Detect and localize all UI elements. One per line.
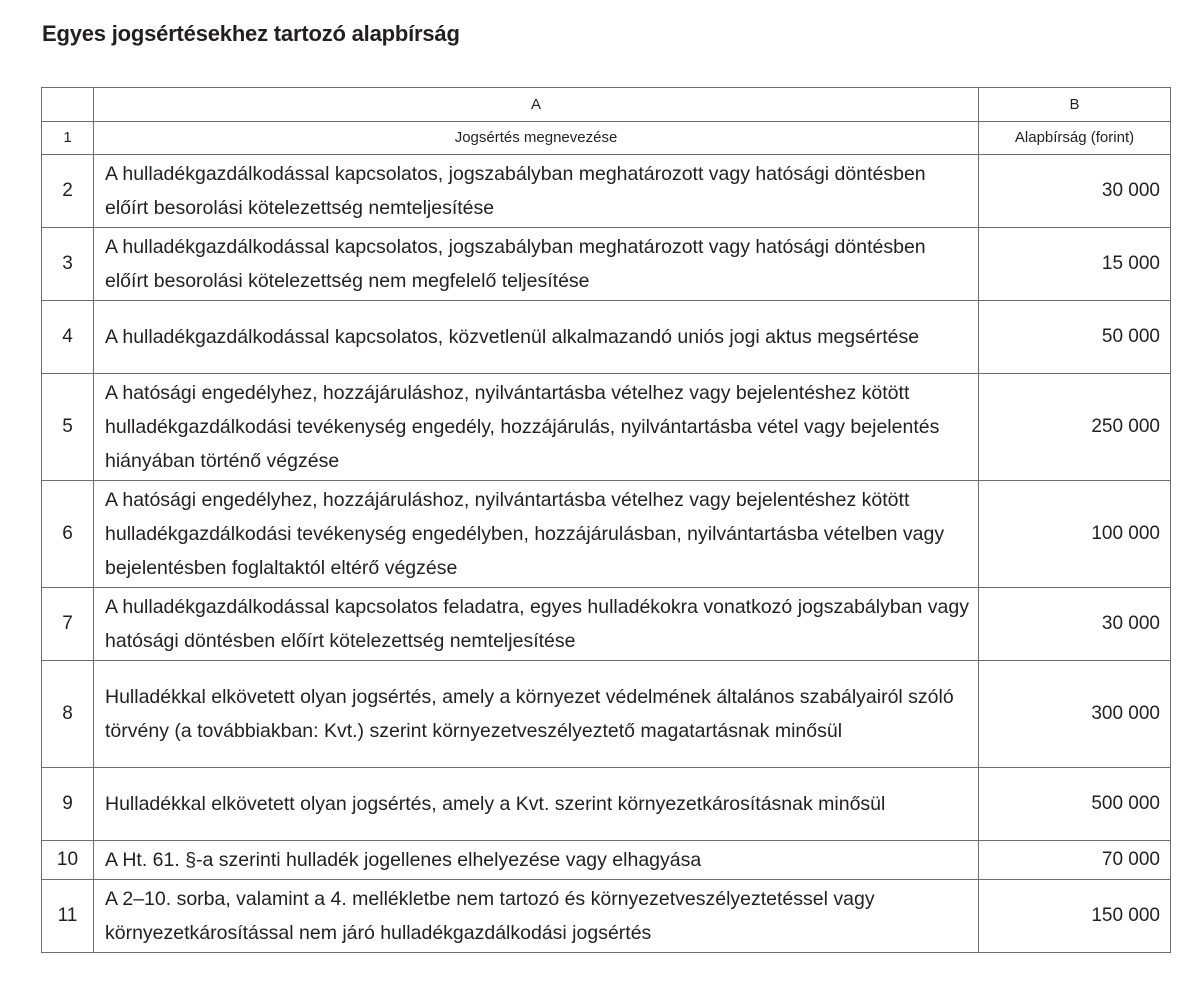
row-number: 4 bbox=[42, 301, 94, 374]
table-row bbox=[42, 768, 1171, 841]
table-row bbox=[42, 228, 1171, 301]
row-number: 8 bbox=[42, 661, 94, 768]
column-letter-b: B bbox=[979, 88, 1171, 122]
violation-description: A hulladékgazdálkodással kapcsolatos feladatra, egyes hulladékokra vonatkozó jogszabályban vagy hatósági döntésben előírt kötelezettség nemteljesítése bbox=[94, 588, 979, 661]
row-number: 2 bbox=[42, 155, 94, 228]
page-title: Egyes jogsértésekhez tartozó alapbírság bbox=[42, 21, 460, 46]
table-row bbox=[42, 301, 1171, 374]
table-row bbox=[42, 374, 1171, 481]
fine-amount: 500 000 bbox=[979, 768, 1171, 841]
row-number: 9 bbox=[42, 768, 94, 841]
row-number: 5 bbox=[42, 374, 94, 481]
fines-table bbox=[41, 87, 1171, 953]
column-letter-a: A bbox=[94, 88, 979, 122]
fine-amount: 150 000 bbox=[979, 880, 1171, 953]
column-letter-row bbox=[42, 88, 1171, 122]
violation-description: A Ht. 61. §-a szerinti hulladék jogellenes elhelyezése vagy elhagyása bbox=[94, 841, 979, 880]
fine-amount: 300 000 bbox=[979, 661, 1171, 768]
fine-amount: 15 000 bbox=[979, 228, 1171, 301]
violation-description: A hatósági engedélyhez, hozzájáruláshoz, nyilvántartásba vételhez vagy bejelentéshez kötött hulladékgazdálkodási tevékenység engedélyben, hozzájárulásban, nyilvántartásba vételben vagy bejelentésben foglaltaktól eltérő végzése bbox=[94, 481, 979, 588]
fine-amount: 70 000 bbox=[979, 841, 1171, 880]
table-row bbox=[42, 880, 1171, 953]
fine-amount: 250 000 bbox=[979, 374, 1171, 481]
violation-description: A 2–10. sorba, valamint a 4. mellékletbe nem tartozó és környezetveszélyeztetéssel vagy környezetkárosítással nem járó hulladékgazdálkodási jogsértés bbox=[94, 880, 979, 953]
fine-amount: 30 000 bbox=[979, 155, 1171, 228]
fine-amount: 100 000 bbox=[979, 481, 1171, 588]
violation-description: A hulladékgazdálkodással kapcsolatos, jogszabályban meghatározott vagy hatósági döntésben előírt besorolási kötelezettség nem megfelelő teljesítése bbox=[94, 228, 979, 301]
violation-description: Hulladékkal elkövetett olyan jogsértés, amely a Kvt. szerint környezetkárosításnak minősül bbox=[94, 768, 979, 841]
header-row bbox=[42, 122, 1171, 155]
violation-description: Hulladékkal elkövetett olyan jogsértés, amely a környezet védelmének általános szabályairól szóló törvény (a továbbiakban: Kvt.) szerint környezetveszélyeztető magatartásnak minősül bbox=[94, 661, 979, 768]
table-row bbox=[42, 588, 1171, 661]
table-row bbox=[42, 155, 1171, 228]
table-row bbox=[42, 841, 1171, 880]
row-number: 6 bbox=[42, 481, 94, 588]
row-number: 7 bbox=[42, 588, 94, 661]
table-row bbox=[42, 481, 1171, 588]
header-row-number: 1 bbox=[42, 122, 94, 155]
fine-amount: 50 000 bbox=[979, 301, 1171, 374]
table-row bbox=[42, 661, 1171, 768]
row-number: 10 bbox=[42, 841, 94, 880]
fine-amount: 30 000 bbox=[979, 588, 1171, 661]
violation-description: A hulladékgazdálkodással kapcsolatos, közvetlenül alkalmazandó uniós jogi aktus megsértése bbox=[94, 301, 979, 374]
header-violation-name: Jogsértés megnevezése bbox=[94, 122, 979, 155]
violation-description: A hulladékgazdálkodással kapcsolatos, jogszabályban meghatározott vagy hatósági döntésben előírt besorolási kötelezettség nemteljesítése bbox=[94, 155, 979, 228]
corner-cell bbox=[42, 88, 94, 122]
row-number: 3 bbox=[42, 228, 94, 301]
header-base-fine: Alapbírság (forint) bbox=[979, 122, 1171, 155]
row-number: 11 bbox=[42, 880, 94, 953]
violation-description: A hatósági engedélyhez, hozzájáruláshoz, nyilvántartásba vételhez vagy bejelentéshez kötött hulladékgazdálkodási tevékenység engedély, hozzájárulás, nyilvántartásba vétel vagy bejelentés hiányában történő végzése bbox=[94, 374, 979, 481]
